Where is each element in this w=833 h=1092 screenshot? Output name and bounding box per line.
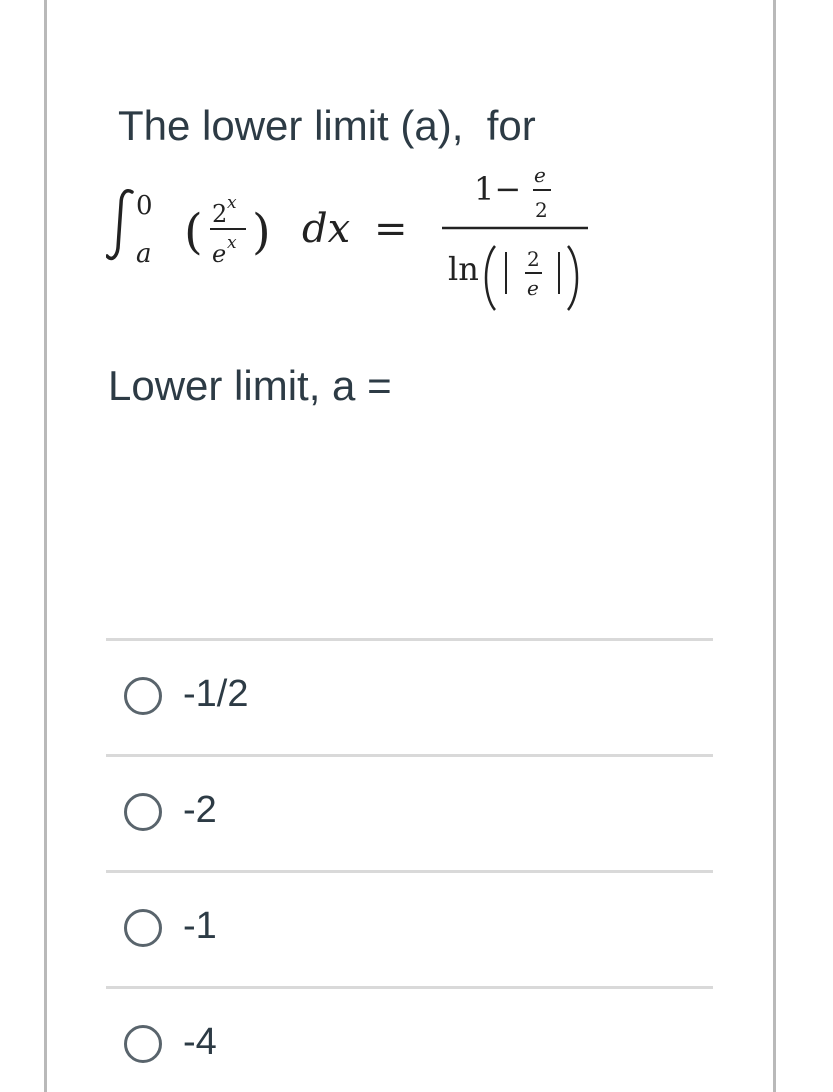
question-title: The lower limit (a), for <box>118 102 536 149</box>
rhs-denominator-right-paren <box>568 246 577 310</box>
rhs-denominator-frac-bottom: e <box>527 276 539 300</box>
integral-lower-limit: a <box>136 239 152 269</box>
answer-label[interactable]: -1 <box>183 905 217 947</box>
radio-button[interactable] <box>124 793 162 831</box>
rhs-numerator-lead: 1− <box>474 170 522 208</box>
right-paren: ) <box>252 204 271 260</box>
answer-label[interactable]: -2 <box>183 789 217 831</box>
rhs-numerator-frac-top: e <box>534 163 546 187</box>
answer-list <box>106 638 713 1092</box>
answer-option-2[interactable] <box>106 754 713 870</box>
answer-option-3[interactable] <box>106 870 713 986</box>
equals-sign: = <box>374 206 408 252</box>
integral-upper-limit: 0 <box>136 191 153 221</box>
integral-sign <box>107 191 132 259</box>
equation-svg <box>106 160 606 320</box>
right-border <box>773 0 776 1092</box>
answer-option-4[interactable] <box>106 986 713 1092</box>
integral-equation <box>106 160 606 320</box>
radio-button[interactable] <box>124 677 162 715</box>
differential: dx <box>302 206 351 252</box>
rhs-numerator-frac-bottom: 2 <box>535 198 548 222</box>
rhs-denominator-function: ln <box>448 250 479 288</box>
radio-button[interactable] <box>124 1025 162 1063</box>
answer-prompt: Lower limit, a = <box>108 362 392 409</box>
answer-label[interactable]: -1/2 <box>183 673 249 715</box>
left-border <box>44 0 47 1092</box>
integrand-numerator: 2 <box>212 200 228 228</box>
integrand-numerator-exponent: x <box>227 193 237 213</box>
integrand-denominator-exponent: x <box>227 233 237 253</box>
radio-button[interactable] <box>124 909 162 947</box>
integrand-denominator: e <box>212 240 227 268</box>
answer-label[interactable]: -4 <box>183 1021 217 1063</box>
rhs-denominator-left-paren <box>486 246 495 310</box>
rhs-denominator-frac-top: 2 <box>527 247 540 271</box>
answer-option-1[interactable] <box>106 638 713 754</box>
left-paren: ( <box>184 204 203 260</box>
